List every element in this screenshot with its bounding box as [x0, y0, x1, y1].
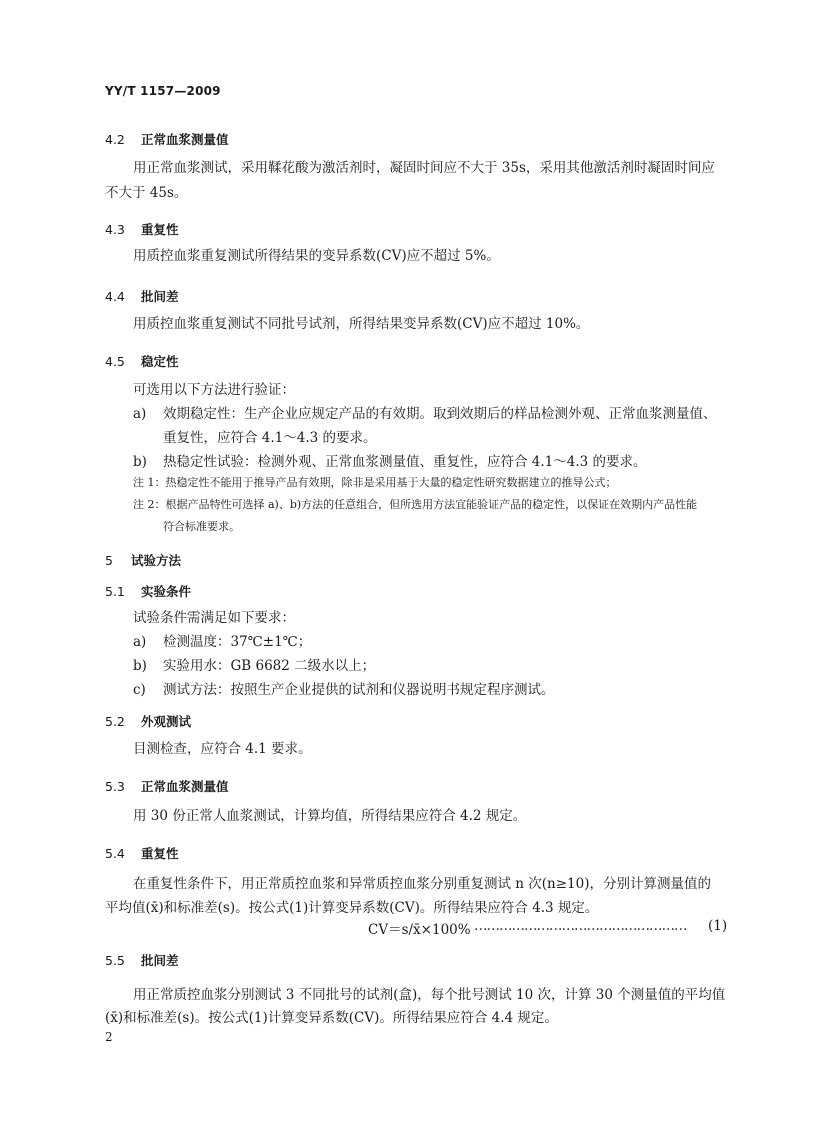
paragraph-line: 用质控血浆重复测试所得结果的变异系数(CV)应不超过 5%。: [133, 248, 500, 264]
section-title: 批间差: [141, 953, 179, 968]
note-2: 注 2：根据产品特性可选择 a)、b)方法的任意组合，但所选用方法宜能验证产品的稳定性，以保证在效期内产品性能: [133, 498, 698, 511]
section-number: 4.3: [105, 222, 125, 237]
list-text: 检测温度：37℃±1℃；: [163, 634, 312, 650]
formula-number: (1): [708, 918, 728, 934]
list-item: [133, 632, 311, 652]
section-4-5-heading: [105, 352, 179, 370]
paragraph-line: 不大于 45s。: [105, 185, 188, 201]
list-label: a): [133, 406, 147, 422]
list-item: [133, 452, 647, 472]
paragraph-line: 用正常质控血浆分别测试 3 不同批号的试剂(盒)，每个批号测试 10 次，计算 30 个测量值的平均值: [133, 987, 726, 1003]
paragraph-line: 用 30 份正常人血浆测试，计算均值，所得结果应符合 4.2 规定。: [133, 808, 527, 824]
paragraph-line: 平均值(x̄)和标准差(s)。按公式(1)计算变异系数(CV)。所得结果应符合 4.3 规定。: [105, 900, 599, 916]
list-text: 实验用水：GB 6682 二级水以上；: [163, 658, 376, 674]
section-5-1-heading: [105, 582, 191, 600]
standard-id: YY/T 1157—2009: [105, 84, 221, 98]
section-5-2-heading: [105, 712, 191, 730]
list-label: b): [133, 454, 147, 470]
list-item: [133, 404, 717, 424]
paragraph-line: 用质控血浆重复测试不同批号试剂，所得结果变异系数(CV)应不超过 10%。: [133, 316, 590, 332]
section-4-3-heading: [105, 220, 179, 238]
paragraph-line: (x̄)和标准差(s)。按公式(1)计算变异系数(CV)。所得结果应符合 4.4 规定。: [105, 1010, 558, 1026]
list-label: c): [133, 682, 146, 698]
section-number: 4.2: [105, 132, 125, 147]
section-5-4-heading: [105, 844, 179, 862]
section-title: 稳定性: [141, 354, 179, 369]
section-title: 正常血浆测量值: [141, 132, 229, 147]
section-title: 试验方法: [131, 553, 182, 568]
section-title: 外观测试: [141, 714, 192, 729]
section-5-5-heading: [105, 951, 179, 969]
list-text: 测试方法：按照生产企业提供的试剂和仪器说明书规定程序测试。: [163, 682, 555, 698]
formula-leader-dots: ……………………………………………: [474, 918, 687, 934]
list-label: a): [133, 634, 147, 650]
page-number: 2: [105, 1030, 113, 1044]
note-2-continuation: 符合标准要求。: [163, 520, 240, 533]
section-title: 重复性: [141, 222, 179, 237]
note-1: 注 1：热稳定性不能用于推导产品有效期，除非是采用基于大量的稳定性研究数据建立的推导公式；: [133, 476, 617, 489]
section-title: 实验条件: [141, 584, 192, 599]
paragraph-line: 在重复性条件下，用正常质控血浆和异常质控血浆分别重复测试 n 次(n≥10)，分别计算测量值的: [133, 876, 711, 892]
section-number: 4.5: [105, 354, 125, 369]
section-title: 批间差: [141, 289, 179, 304]
list-item-continuation: 重复性，应符合 4.1～4.3 的要求。: [163, 430, 377, 446]
section-number: 5.4: [105, 846, 125, 861]
section-4-2-heading: [105, 130, 229, 148]
list-text: 效期稳定性：生产企业应规定产品的有效期。取到效期后的样品检测外观、正常血浆测量值、: [163, 406, 717, 422]
section-number: 5.2: [105, 714, 125, 729]
paragraph-line: 目测检查，应符合 4.1 要求。: [133, 741, 312, 757]
list-label: b): [133, 658, 147, 674]
section-number: 5: [105, 553, 113, 568]
section-number: 5.5: [105, 953, 125, 968]
paragraph-line: 可选用以下方法进行验证：: [133, 382, 295, 398]
section-4-4-heading: [105, 287, 179, 305]
paragraph-line: 试验条件需满足如下要求：: [133, 610, 295, 626]
section-title: 重复性: [141, 846, 179, 861]
section-number: 4.4: [105, 289, 125, 304]
list-item: [133, 680, 555, 700]
section-title: 正常血浆测量值: [141, 779, 229, 794]
section-number: 5.1: [105, 584, 125, 599]
paragraph-line: 用正常血浆测试，采用鞣花酸为激活剂时，凝固时间应不大于 35s，采用其他激活剂时凝固时间应: [133, 160, 715, 176]
section-number: 5.3: [105, 779, 125, 794]
section-5-heading: [105, 551, 181, 569]
list-item: [133, 656, 375, 676]
list-text: 热稳定性试验：检测外观、正常血浆测量值、重复性，应符合 4.1～4.3 的要求。: [163, 454, 647, 470]
formula-cv: CV＝s/x̄×100%: [368, 922, 471, 938]
section-5-3-heading: [105, 777, 229, 795]
